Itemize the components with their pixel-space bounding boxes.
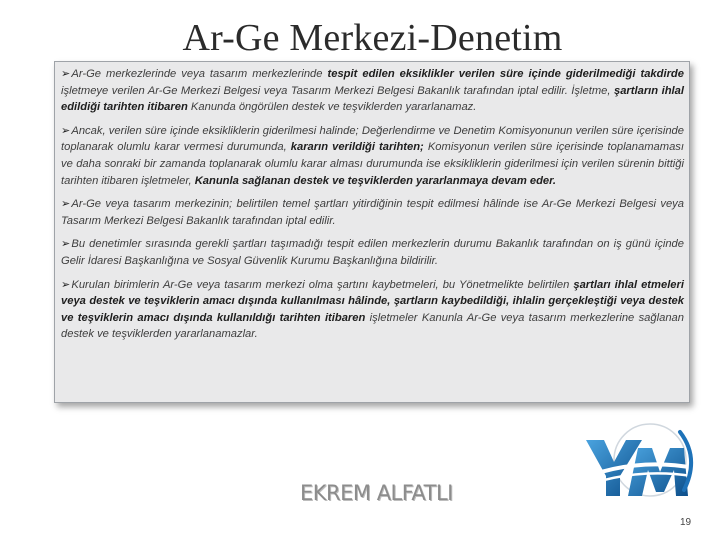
paragraph-segment: Bu denetimler sırasında gerekli şartları taşımadığı tespit edilen merkezlerin durumu Bakanlık tarafından on iş günü içinde Gelir İdaresi Başkanlığına ve Sosyal Güvenlik Kurumu Başkanlığına bildirilir. [61, 238, 684, 267]
content-box [54, 61, 690, 403]
paragraph-segment: kararın verildiği tarihten; [290, 141, 424, 154]
paragraph-segment: işletmeye verilen Ar-Ge Merkezi Belgesi veya Tasarım Merkezi Belgesi Bakanlık tarafından iptal edilir. İşletme, [61, 84, 614, 97]
paragraph-2 [61, 123, 684, 189]
paragraph-1 [61, 66, 684, 116]
arrow-right-icon: ➢ [61, 278, 71, 291]
paragraph-segment: şartların ihlal edildiği tarihten itibaren [61, 84, 684, 114]
paragraph-segment: şartları ihlal etmeleri veya destek ve teşviklerin amacı dışında kullanılması hâlinde, şartların kaybedildiği, ihlalin gerçekleştiği veya destek ve teşviklerin amacı dışında kullanıldığı tarihten itibaren [61, 278, 684, 324]
paragraph-3 [61, 196, 684, 229]
paragraph-segment: işletmeler Kanunla Ar-Ge veya tasarım merkezlerine sağlanan destek ve teşviklerden yararlanamazlar. [61, 311, 684, 341]
arrow-right-icon: ➢ [61, 68, 71, 80]
arrow-right-icon: ➢ [61, 124, 71, 137]
arrow-right-icon: ➢ [61, 198, 71, 211]
paragraph-5 [61, 277, 684, 343]
paragraph-segment: Kanunla sağlanan destek ve teşviklerden yararlanmaya devam eder. [194, 174, 556, 187]
paragraph-4 [61, 236, 684, 269]
paragraph-segment: Kanunda öngörülen destek ve teşviklerden yararlanamaz. [187, 101, 477, 114]
slide-title: Ar-Ge Merkezi-Denetim [182, 17, 563, 59]
paragraph-segment: Ar-Ge merkezlerinde veya tasarım merkezlerinde [71, 68, 328, 80]
paragraph-segment: Kurulan birimlerin Ar-Ge veya tasarım merkezi olma şartını kaybetmeleri, bu Yönetmelikte belirtilen [71, 278, 574, 291]
paragraph-segment: Komisyonun verilen süre içerisinde toplanamaması ve daha sonraki bir zamanda toplanarak olumlu karar alması durumunda ise eksikliklerin giderilmesi için verilen sürenin bittiği tarihten itibaren işletmeler, [61, 141, 685, 187]
paragraph-segment: Ar-Ge veya tasarım merkezinin; belirtilen temel şartları yitirdiğinin tespit edilmesi hâlinde ise Ar-Ge Merkezi Belgesi veya Tasarım Merkezi Belgesi Bakanlık tarafından iptal edilir. [61, 198, 684, 227]
page-number: 19 [680, 517, 692, 528]
paragraph-segment: tespit edilen eksiklikler verilen süre içinde giderilmediği takdirde [327, 68, 684, 80]
arrow-right-icon: ➢ [61, 238, 71, 251]
author-name: EKREM ALFATLI [300, 481, 453, 505]
paragraph-segment: Ancak, verilen süre içinde eksikliklerin giderilmesi halinde; Değerlendirme ve Denetim Komisyonunun verilen süre içerisinde toplanarak olumlu karar vermesi durumunda, [61, 124, 684, 154]
ym-logo [580, 418, 698, 512]
